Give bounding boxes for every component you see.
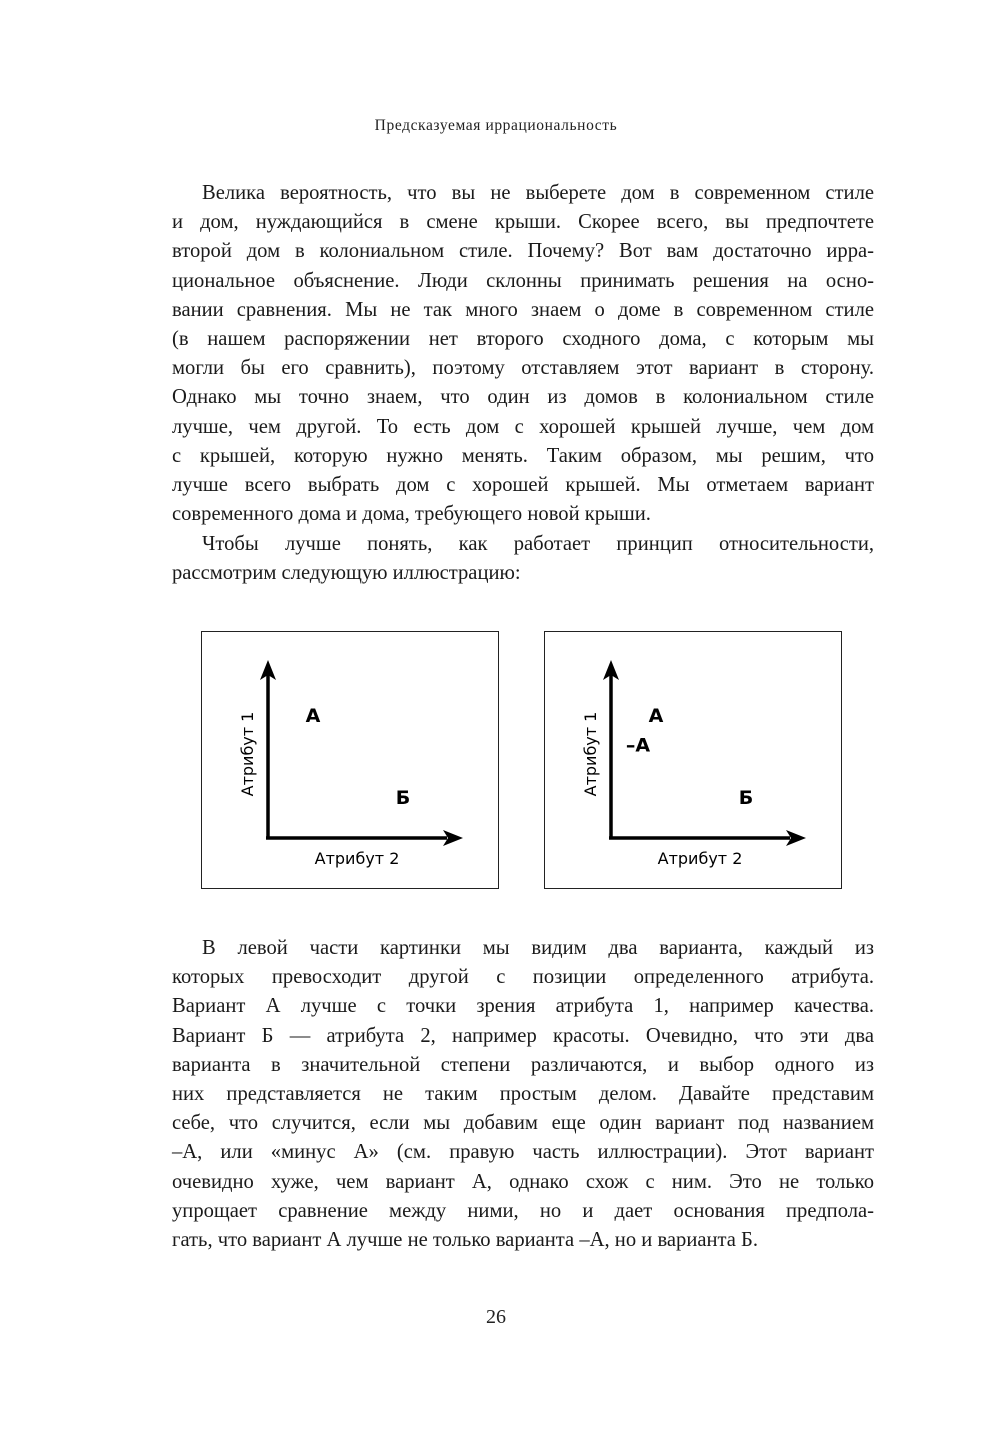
text-line: В левой части картинки мы видим два варианта, каждый из [202, 937, 874, 959]
text-line: и дом, нуждающийся в смене крыши. Скорее всего, вы предпочтете [172, 211, 874, 234]
text-line: Вариант А лучше с точки зрения атрибута 1, например качества. [172, 995, 874, 1018]
text-line: лучше всего выбрать дом с хорошей крышей. Мы отметаем вариант [172, 474, 874, 497]
text-line: циональное объяснение. Люди склонны принимать решения на осно- [172, 269, 874, 292]
point-label: Б [738, 787, 754, 809]
text-line: вании сравнения. Мы не так много знаем о доме в современном стиле [172, 298, 874, 321]
text-line: Вариант Б — атрибута 2, например красоты. Очевидно, что эти два [172, 1024, 874, 1047]
text-line: –А, или «минус А» (см. правую часть иллюстрации). Этот вариант [172, 1141, 874, 1164]
point-label: –А [625, 734, 651, 757]
point-group [306, 705, 411, 809]
text-line: варианта в значительной степени различаются, и выбор одного из [172, 1053, 874, 1076]
text-line: с крышей, которую нужно менять. Таким образом, мы решим, что [172, 444, 874, 467]
figure-right [544, 631, 842, 889]
text-line: рассмотрим следующую иллюстрацию: [172, 562, 521, 585]
point-label: А [648, 705, 664, 727]
y-axis-label: Атрибут 1 [581, 711, 600, 797]
x-axis-label: Атрибут 2 [314, 849, 400, 868]
point-label: Б [395, 787, 411, 809]
point-group [626, 705, 753, 809]
paragraph-1 [172, 179, 874, 529]
text-line: упрощает сравнение между ними, но и дает основания предпола- [172, 1199, 874, 1222]
text-line: которых превосходит другой с позиции определенного атрибута. [172, 966, 874, 989]
running-head: Предсказуемая иррациональность [374, 117, 618, 134]
text-line: них представляется не таким простым делом. Давайте представим [172, 1083, 874, 1106]
text-line: очевидно хуже, чем вариант А, однако схож с ним. Это не только [172, 1170, 874, 1193]
figure-right-diagram [545, 632, 843, 890]
y-axis-label: Атрибут 1 [238, 711, 257, 797]
text-line: могли бы его сравнить), поэтому отставляем этот вариант в сторону. [172, 357, 874, 380]
figure-left [201, 631, 499, 889]
paragraph-3 [172, 934, 874, 1255]
x-axis-label: Атрибут 2 [657, 849, 743, 868]
point-label: А [305, 705, 321, 727]
text-line: второй дом в колониальном стиле. Почему? Вот вам достаточно ирра- [172, 240, 874, 263]
text-line: гать, что вариант А лучше не только варианта –А, но и варианта Б. [172, 1229, 759, 1252]
text-line: Однако мы точно знаем, что один из домов в колониальном стиле [172, 386, 874, 409]
text-line: лучше, чем другой. То есть дом с хорошей крышей лучше, чем дом [172, 415, 874, 438]
figure-left-diagram [202, 632, 500, 890]
text-line: (в нашем распоряжении нет второго сходного дома, с которым мы [172, 328, 874, 351]
text-line: Велика вероятность, что вы не выберете дом в современном стиле [202, 182, 874, 204]
text-line: современного дома и дома, требующего новой крыши. [172, 503, 651, 526]
page-number: 26 [486, 1306, 506, 1328]
paragraph-2 [172, 530, 874, 588]
text-line: Чтобы лучше понять, как работает принцип относительности, [202, 533, 874, 555]
text-line: себе, что случится, если мы добавим еще один вариант под названием [172, 1112, 874, 1135]
